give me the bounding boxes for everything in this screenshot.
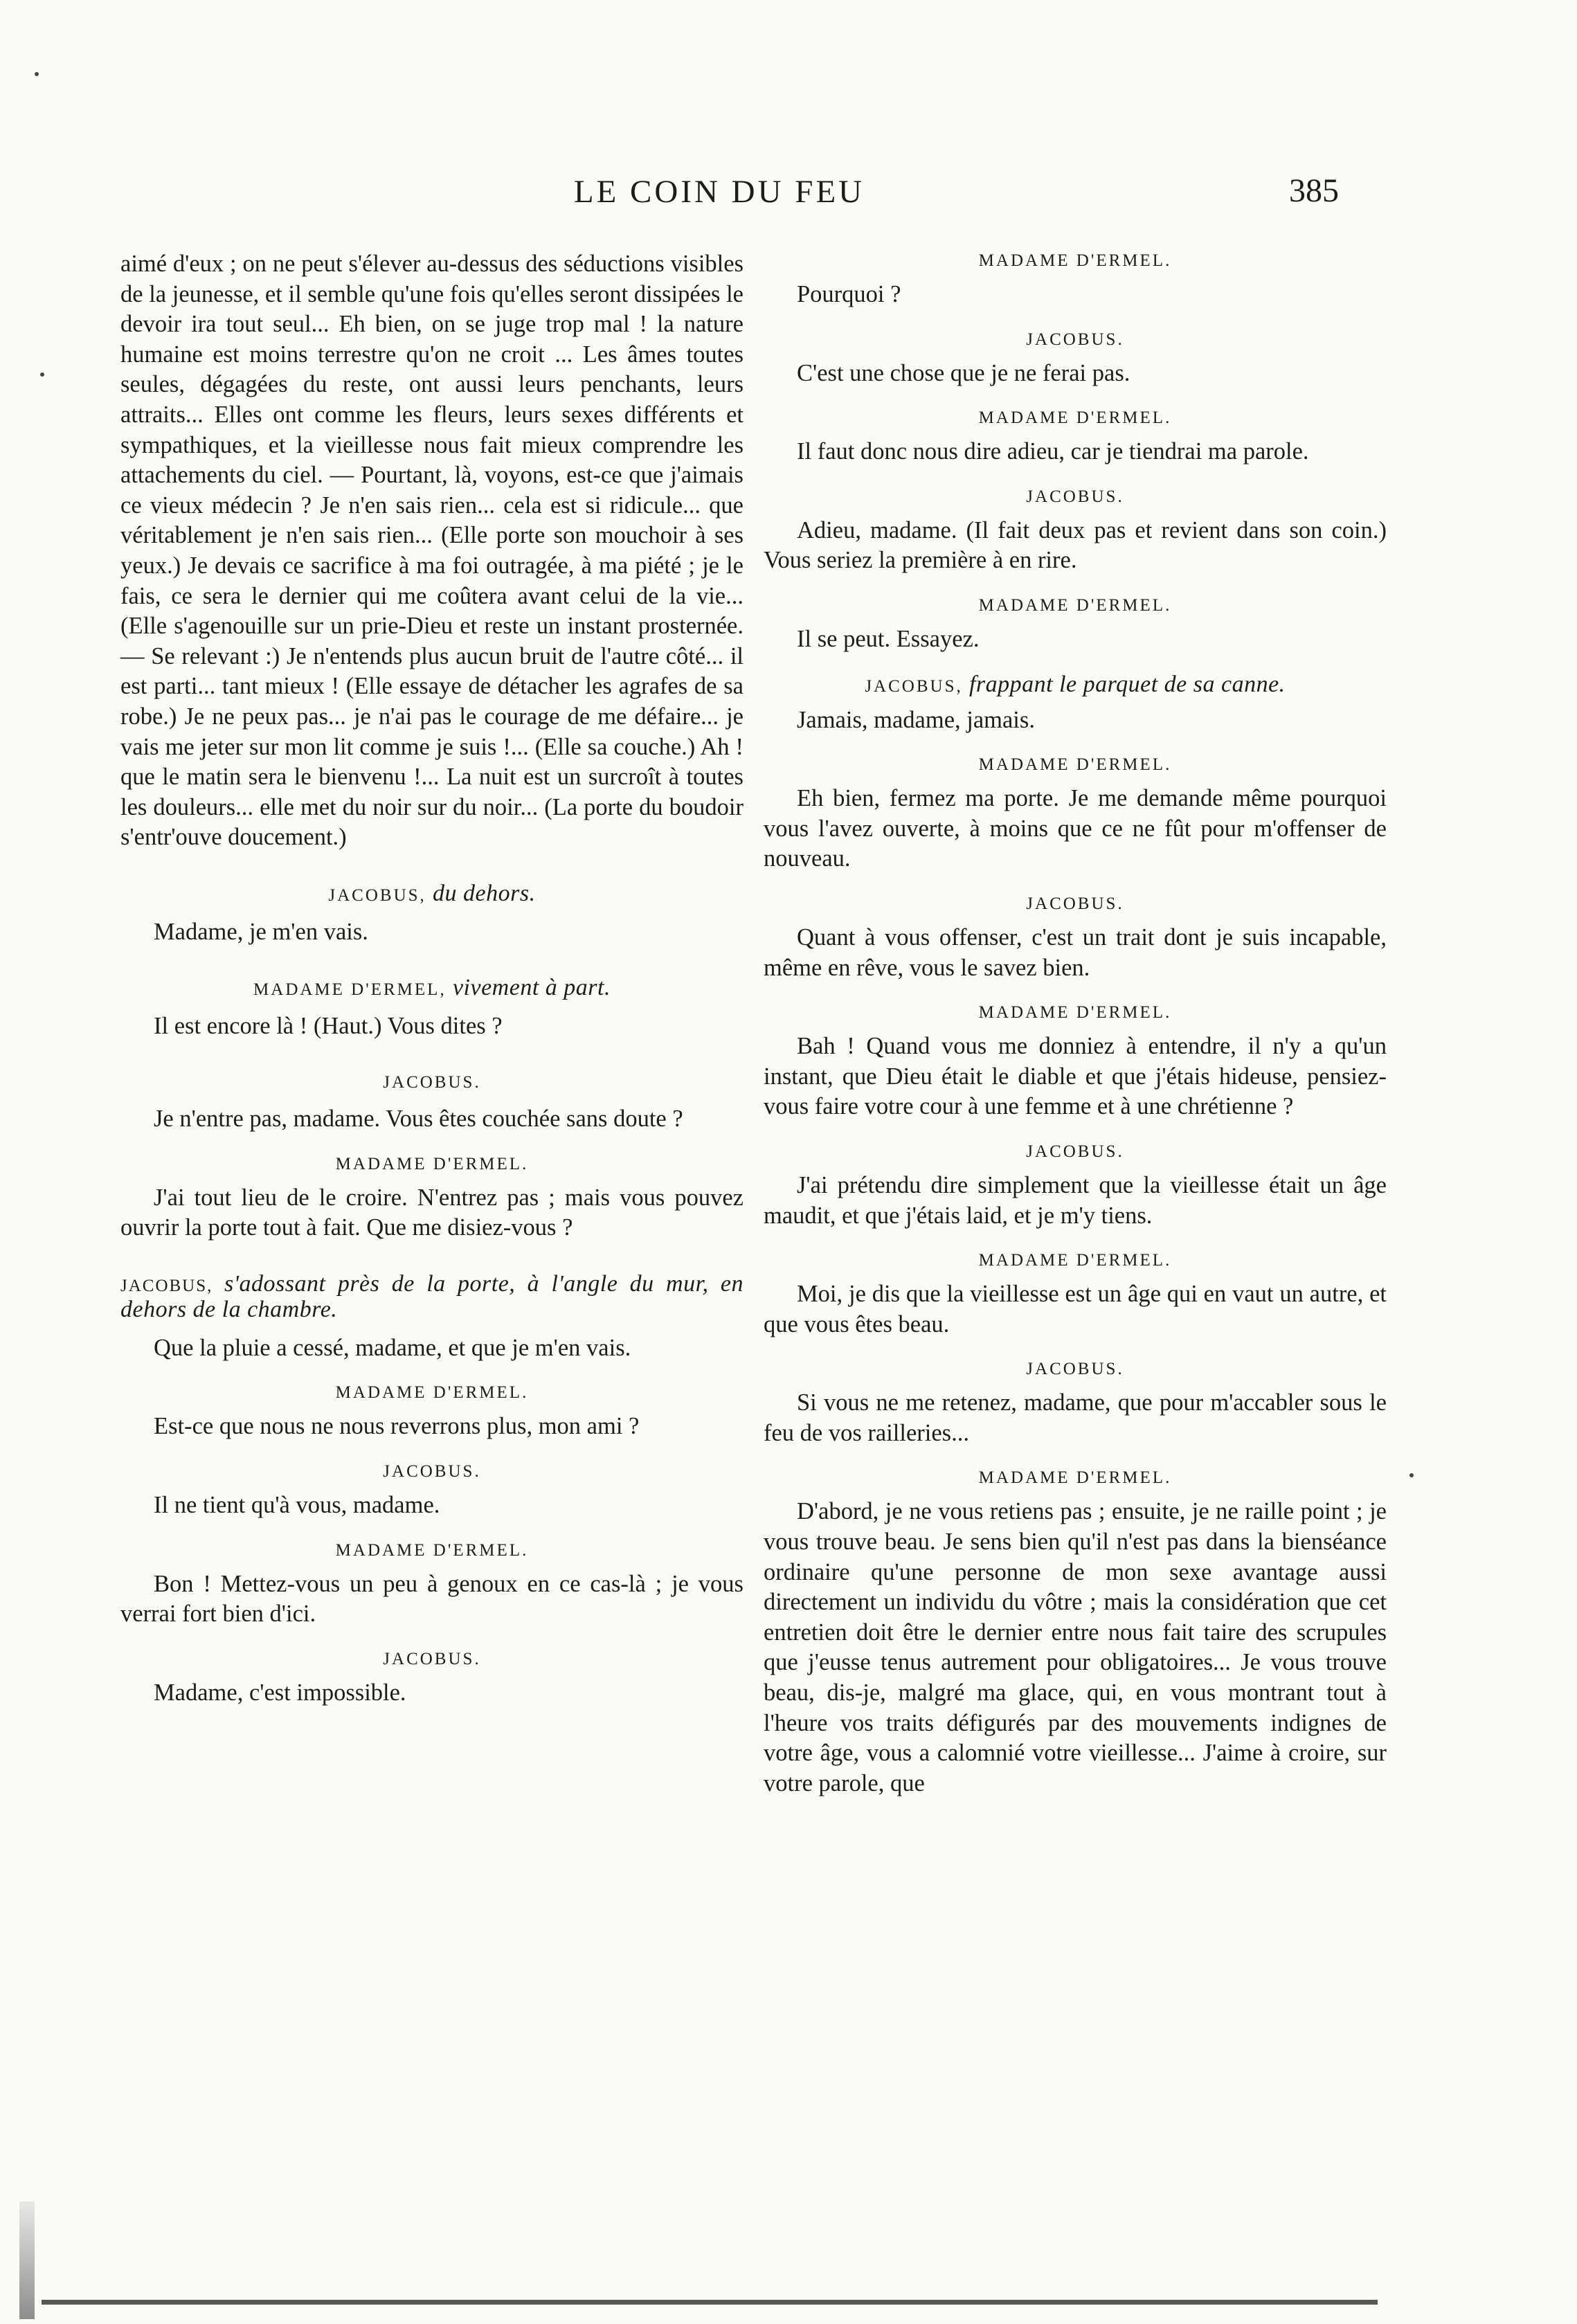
speaker-heading: JACOBUS. xyxy=(383,1649,481,1668)
scan-speck xyxy=(35,72,39,76)
scan-bottom-rule xyxy=(42,2300,1378,2305)
paragraph: aimé d'eux ; on ne peut s'élever au-dessus des séductions visibles de la jeunesse, et il semble qu'une fois qu'elles seront dissipées le devoir ira tout seul... Eh bien, on se juge trop mal ! la nature humaine est moins terrestre qu'on ne croit ... Les âmes toutes seules, dégagées du reste, ont aussi leurs penchants, leurs attraits... Elles ont comme les fleurs, leurs sexes différents et sympathiques, et la vieillesse nous fait mieux comprendre les attachements du ciel. — Pourtant, là, voyons, est-ce que j'aimais ce vieux médecin ? Je n'en sais rien... cela est si ridicule... que véritablement je n'en sais rien... (Elle porte son mouchoir à ses yeux.) Je devais ce sacrifice à ma foi outragée, à ma piété ; je le fais, ce sera le dernier qui me coûtera avant celui de la vie... (Elle s'agenouille sur un prie-Dieu et reste un instant prosternée. — Se relevant :) Je n'entends plus aucun bruit de l'autre côté... il est parti... tant mieux ! (Elle essaye de détacher les agrafes de sa robe.) Je ne peux pas... je n'ai pas le courage de me défaire... je vais me jeter sur mon lit comme je suis !... (Elle sa couche.) Ah ! que le matin sera le bienvenu !... La nuit est un surcroît à toutes les douleurs... elle met du noir sur du noir... (La porte du boudoir s'entr'ouve doucement.) xyxy=(120,251,744,851)
speech: Bah ! Quand vous me donniez à entendre, il n'y a qu'un instant, que Dieu était le diable et que j'étais hideuse, pensiez-vous faire votre cour à une femme et à une chrétienne ? xyxy=(764,1033,1387,1120)
speaker-heading: JACOBUS. xyxy=(383,1073,481,1092)
speech: Jamais, madame, jamais. xyxy=(797,706,1035,733)
speech: Moi, je dis que la vieillesse est un âge qui en vaut un autre, et que vous êtes beau. xyxy=(764,1281,1387,1337)
scan-edge-shadow xyxy=(19,2201,35,2319)
speech: D'abord, je ne vous retiens pas ; ensuite, je ne raille point ; je vous trouve beau. Je sens bien qu'il n'est pas dans la bienséance ordinaire qu'une personne de mon sexe avantage aussi directement un individu du vôtre ; mais la considération que cet entretien doit être le dernier entre nous fait taire des scrupules que j'eusse tenus autrement pour obligatoires... Je vous trouve beau, dis-je, malgré ma glace, qui, en vous montrant tout à l'heure vos traits défigurés par des mouvements indignes de votre âge, vous a calomnié votre vieillesse... J'aime à croire, sur votre parole, que xyxy=(764,1498,1387,1796)
speaker-heading: MADAME D'ERMEL. xyxy=(335,1154,529,1173)
speech: Eh bien, fermez ma porte. Je me demande même pourquoi vous l'avez ouverte, à moins que ce ne fût pour m'offenser de nouveau. xyxy=(764,785,1387,872)
speech: Je n'entre pas, madame. Vous êtes couchée sans doute ? xyxy=(154,1106,683,1133)
speech: Pourquoi ? xyxy=(797,281,901,307)
scan-speck xyxy=(1409,1473,1414,1477)
speech: Bon ! Mettez-vous un peu à genoux en ce cas-là ; je vous verrai fort bien d'ici. xyxy=(120,1570,744,1628)
speech: Si vous ne me retenez, madame, que pour m'accabler sous le feu de vos railleries... xyxy=(764,1389,1387,1446)
stage-direction: frappant le parquet de sa canne. xyxy=(968,671,1286,697)
speech: Adieu, madame. (Il fait deux pas et revient dans son coin.) Vous seriez la première à en rire. xyxy=(764,516,1387,574)
speaker-heading: JACOBUS. xyxy=(1026,330,1124,349)
scan-speck xyxy=(40,372,44,377)
stage-direction: s'adossant près de la porte, à l'angle du mur, en dehors de la chambre. xyxy=(120,1270,744,1322)
speaker-name: JACOBUS, xyxy=(865,676,963,696)
left-column xyxy=(120,249,744,1708)
speech: Que la pluie a cessé, madame, et que je m'en vais. xyxy=(154,1334,631,1361)
stage-direction: du dehors. xyxy=(433,880,536,906)
speaker-name: JACOBUS, xyxy=(328,885,426,905)
speaker-heading: MADAME D'ERMEL. xyxy=(978,755,1172,775)
speech: J'ai tout lieu de le croire. N'entrez pas ; mais vous pouvez ouvrir la porte tout à fait. Que me disiez-vous ? xyxy=(120,1184,744,1241)
speaker-heading: JACOBUS. xyxy=(1026,487,1124,506)
speaker-heading xyxy=(764,673,1387,699)
speech: Madame, je m'en vais. xyxy=(154,918,368,945)
speaker-heading: JACOBUS. xyxy=(1026,1360,1124,1379)
speaker-heading: MADAME D'ERMEL. xyxy=(978,1468,1172,1488)
speaker-heading: MADAME D'ERMEL. xyxy=(978,1003,1172,1023)
speaker-heading: JACOBUS. xyxy=(383,1462,481,1481)
speaker-heading: MADAME D'ERMEL. xyxy=(978,1251,1172,1270)
speech: Il faut donc nous dire adieu, car je tiendrai ma parole. xyxy=(797,438,1309,465)
speech: Est-ce que nous ne nous reverrons plus, mon ami ? xyxy=(154,1413,640,1440)
speaker-heading: JACOBUS. xyxy=(1026,894,1124,913)
right-column xyxy=(764,249,1387,1799)
speech: C'est une chose que je ne ferai pas. xyxy=(797,359,1130,386)
speaker-heading: MADAME D'ERMEL. xyxy=(335,1383,529,1403)
speaker-name: JACOBUS, xyxy=(120,1276,213,1295)
speaker-heading: MADAME D'ERMEL. xyxy=(335,1540,529,1560)
running-title: LE COIN DU FEU xyxy=(573,174,865,210)
speech: J'ai prétendu dire simplement que la vieillesse était un âge maudit, et que j'étais laid, et je m'y tiens. xyxy=(764,1171,1387,1229)
speaker-heading: JACOBUS. xyxy=(1026,1142,1124,1161)
speech: Il est encore là ! (Haut.) Vous dites ? xyxy=(154,1013,503,1040)
speaker-heading xyxy=(120,882,744,908)
speech: Il se peut. Essayez. xyxy=(797,625,980,652)
speech: Quant à vous offenser, c'est un trait dont je suis incapable, même en rêve, vous le savez bien. xyxy=(764,924,1387,981)
page-number: 385 xyxy=(1289,172,1339,209)
speaker-heading: MADAME D'ERMEL. xyxy=(978,251,1172,270)
speech: Madame, c'est impossible. xyxy=(154,1679,406,1706)
speaker-heading: MADAME D'ERMEL. xyxy=(978,408,1172,428)
speaker-heading xyxy=(120,976,744,1002)
speaker-heading xyxy=(120,1272,744,1324)
speaker-heading: MADAME D'ERMEL. xyxy=(978,595,1172,615)
speech: Il ne tient qu'à vous, madame. xyxy=(154,1492,440,1519)
speaker-name: MADAME D'ERMEL, xyxy=(253,980,447,1000)
stage-direction: vivement à part. xyxy=(452,975,611,1001)
